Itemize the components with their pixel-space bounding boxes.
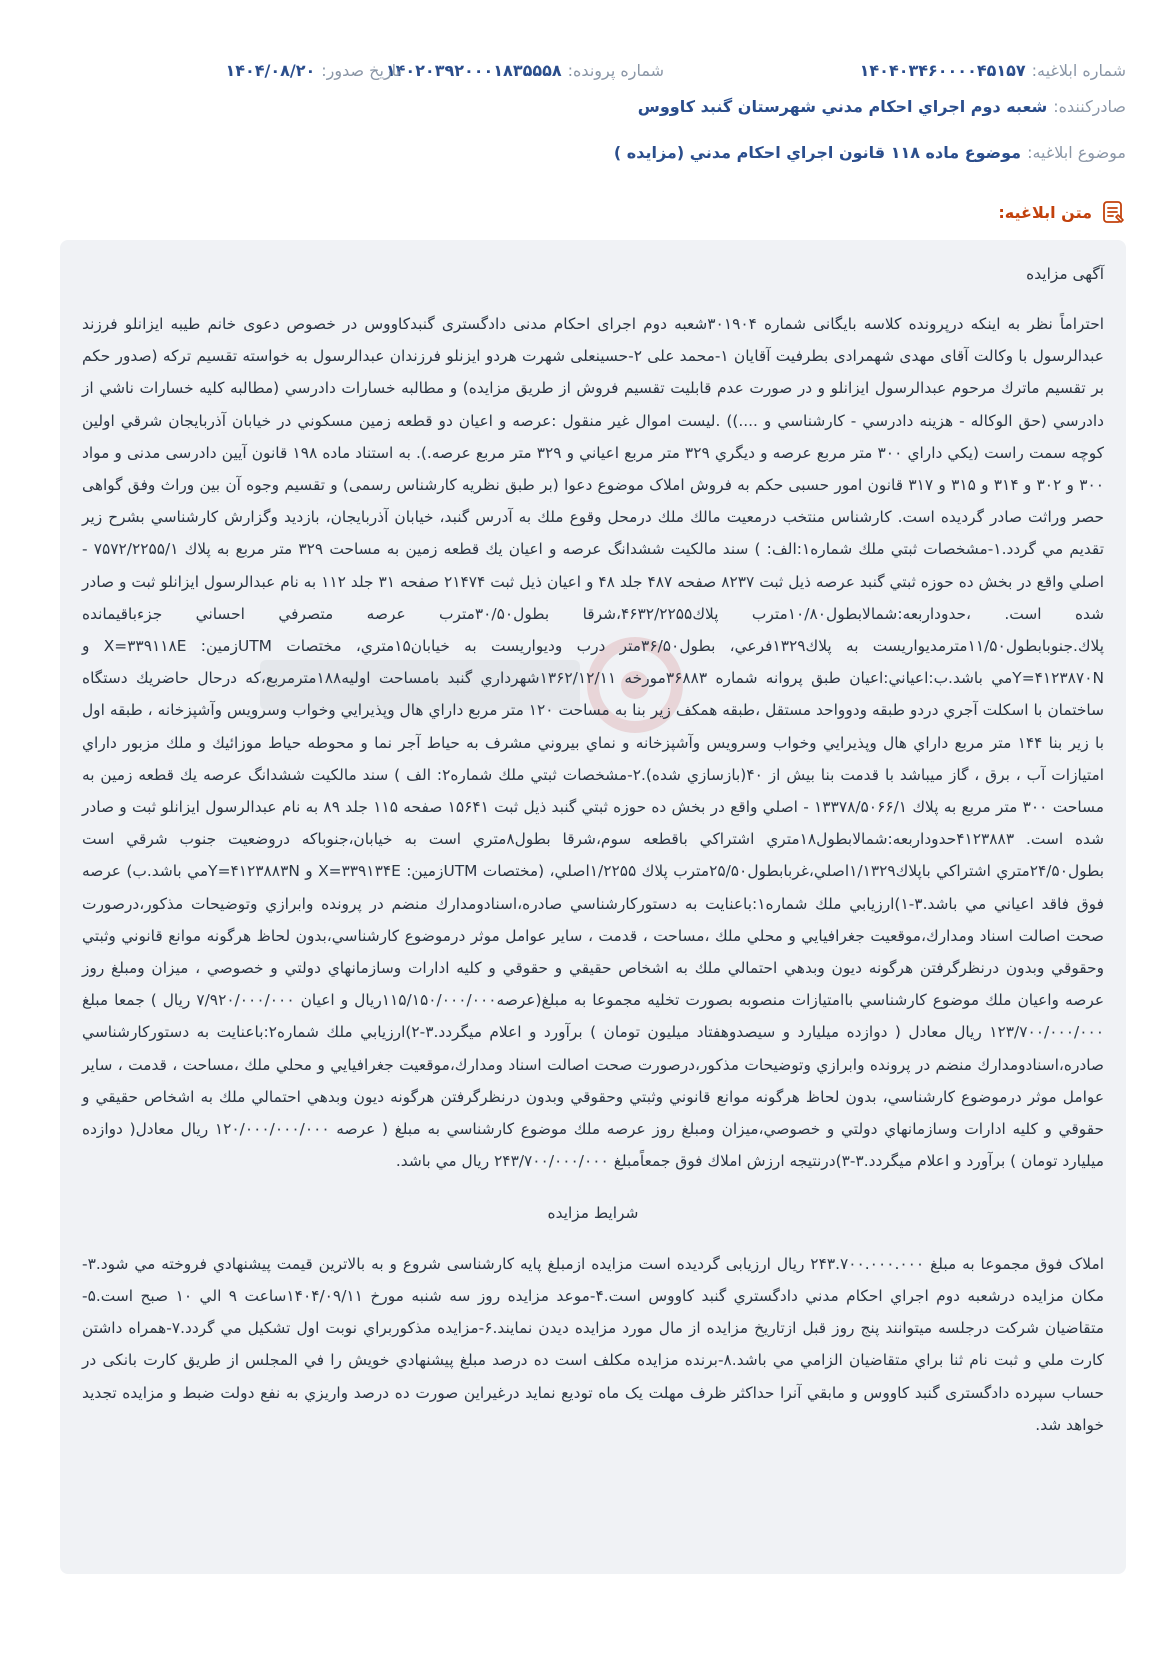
notice-number-value: ۱۴۰۴۰۳۴۶۰۰۰۰۴۵۱۵۷	[859, 60, 1026, 80]
case-number-value: ۱۴۰۲۰۳۹۲۰۰۰۱۸۳۵۵۵۸	[385, 60, 562, 80]
issue-date-value: ۱۴۰۴/۰۸/۲۰	[225, 60, 316, 80]
section-title: متن ابلاغيه:	[998, 202, 1092, 222]
notice-body: احتراماً نظر به اینکه درپرونده کلاسه بایگانی شماره ۳۰۱۹۰۴شعبه دوم اجرای احکام مدنی دادگستری گنبدکاووس در خصوص دعوی خانم طیبه ایزانلو فرزند عبدالرسول با وکالت آقای مهدی شهمرادی بطرفیت آقایان ۱-محمد علی ۲-حسینعلی شهرت هردو ایزنلو فرزندان عبدالرسول به خواسته تقسیم ترکه (صدور حکم بر تقسیم ماترك مرحوم عبدالرسول ایزانلو و در صورت عدم قابلیت تقسیم فروش از طریق مزایده) و مطالبه خسارات دادرسي (مطالبه كليه خسارات ناشي از دادرسي (حق الوكاله - هزينه دادرسي - كارشناسي و ....)) .ليست اموال غير منقول :عرصه و اعيان دو قطعه زمين مسكوني در خیابان آذربایجان شرقي اولين كوچه سمت راست (يكي داراي ۳۰۰ متر مربع عرصه و ديگري ۳۲۹ متر مربع اعياني و ۳۲۹ متر مربع عرصه.). به استناد ماده ۱۹۸ قانون آیین دادرسی مدنی و مواد ۳۰۰ و ۳۰۲ و ۳۱۴ و ۳۱۵ و ۳۱۷ قانون امور حسبی حکم به فروش املاک موضوع دعوا (بر طبق نظریه کارشناس رسمی) و تقسیم وجوه آن بین وراث وفق گواهی حصر وراثت صادر گردیده است. كارشناس منتخب درمعيت مالك ملك درمحل وقوع ملك به آدرس گنبد، خيابان آذربايجان، بازديد وگزارش كارشناسي بشرح زير تقديم مي گردد.۱-مشخصات ثبتي ملك شماره۱:الف: ) سند مالكيت ششدانگ عرصه و اعيان يك قطعه زمين به مساحت ۳۲۹ متر مربع به پلاك ۷۵۷۲/۲۲۵۵/۱ - اصلي واقع در بخش ده حوزه ثبتي گنبد عرصه ذيل ثبت ۸۲۳۷ صفحه ۴۸۷ جلد ۴۸ و اعيان ذيل ثبت ۲۱۴۷۴ صفحه ۳۱ جلد ۱۱۲ به نام عبدالرسول ايزانلو ثبت و صادر شده است. ،حدوداربعه:شمالابطول۱۰/۸۰مترب پلاك۴۶۳۲/۲۲۵۵،شرقا بطول۳۰/۵۰مترب عرصه متصرفي احساني جزءباقيمانده پلاك.جنوبابطول۱۱/۵۰مترمديواريست به پلاك۱۳۲۹فرعي، بطول۳۶/۵۰متر درب وديواريست به خيابان۱۵متري، مختصات UTMزمين: X=۳۳۹۱۱۸E و Y=۴۱۲۳۸۷۰Nمي باشد.ب:اعياني:اعيان طبق پروانه شماره ۳۶۸۸۳مورخه ۱۳۶۲/۱۲/۱۱شهرداري گنبد بامساحت اوليه۱۸۸مترمربع،كه درحال حاضريك دستگاه ساختمان با اسكلت آجري دردو طبقه ودوواحد مستقل ،طبقه همكف زير بنا به مساحت ۱۲۰ متر مربع داراي هال وپذيرايي وخواب وسرويس وآشپزخانه ، طبقه اول با زير بنا ۱۴۴ متر مربع داراي هال وپذيرايي وخواب وسرويس وآشپزخانه و نماي بيروني مشرف به حياط آجر نما و محوطه حياط موزائيك و ملك مزبور داراي امتيازات آب ، برق ، گاز ميباشد با قدمت بنا بيش از ۴۰(بازسازي شده).۲-مشخصات ثبتي ملك شماره۲: الف ) سند مالكيت ششدانگ عرصه يك قطعه زمين به مساحت ۳۰۰ متر مربع به پلاك ۱۳۳۷۸/۵۰۶۶/۱ - اصلي واقع در بخش ده حوزه ثبتي گنبد ذيل ثبت ۱۵۶۴۱ صفحه ۱۱۵ جلد ۸۹ به نام عبدالرسول ايزانلو ثبت و صادر شده است. ۴۱۲۳۸۸۳حدوداربعه:شمالابطول۱۸متري اشتراكي باقطعه سوم،شرقا بطول۸متري است به خيابان،جنوباكه دروضعيت جنوب شرقي است بطول۲۴/۵۰متري اشتراكي باپلاك۱/۱۳۲۹اصلي،غربابطول۲۵/۵۰مترب پلاك ۱/۲۲۵۵اصلي، (مختصات UTMزمين: X=۳۳۹۱۳۴E و Y=۴۱۲۳۸۸۳Nمي باشد.ب) عرصه فوق فاقد اعياني مي باشد.۳-۱)ارزيابي ملك شماره۱:باعنايت به دستوركارشناسي صادره،اسنادومدارك منضم در پرونده وابرازي وتوضيحات مذكور،درصورت صحت اصالت اسناد ومدارك،موقعيت جغرافيايي و محلي ملك ،مساحت ، قدمت ، ساير عوامل موثر درموضوع كارشناسي،بدون لحاظ هرگونه موانع قانوني وثبتي وحقوقي وبدون درنظرگرفتن هرگونه ديون وبدهي احتمالي ملك به اشخاص حقيقي و حقوقي و كليه ادارات وسازمانهاي دولتي و خصوصي ، ميزان ومبلغ روز عرصه واعيان ملك موضوع كارشناسي باامتيازات منصوبه بصورت تخليه مجموعا به مبلغ(عرصه۱۱۵/۱۵۰/۰۰۰/۰۰۰ريال و اعيان ۷/۹۲۰/۰۰۰/۰۰۰ ريال ) جمعا مبلغ ۱۲۳/۷۰۰/۰۰۰/۰۰۰ ريال معادل ( دوازده ميليارد و سيصدوهفتاد ميليون تومان ) برآورد و اعلام ميگردد.۳-۲)ارزيابي ملك شماره۲:باعنايت به دستوركارشناسي صادره،اسنادومدارك منضم در پرونده وابرازي وتوضيحات مذكور،درصورت صحت اصالت اسناد ومدارك،موقعيت جغرافيايي و محلي ملك ،مساحت ، قدمت ، ساير عوامل موثر درموضوع كارشناسي، بدون لحاظ هرگونه موانع قانوني وثبتي وحقوقي وبدون درنظرگرفتن هرگونه ديون وبدهي احتمالي ملك به اشخاص حقيقي و حقوقي و كليه ادارات وسازمانهاي دولتي و خصوصي،ميزان ومبلغ روز عرصه ملك موضوع كارشناسي به مبلغ ( عرصه ۱۲۰/۰۰۰/۰۰۰/۰۰۰ ريال معادل( دوازده ميليارد تومان ) برآورد و اعلام ميگردد.۳-۳)درنتيجه ارزش املاك فوق جمعاًمبلغ ۲۴۳/۷۰۰/۰۰۰/۰۰۰ ريال مي باشد.	[82, 315, 1105, 1171]
subject-label: موضوع ابلاغيه:	[1027, 142, 1126, 162]
notice-title: آگهی مزایده	[1026, 265, 1104, 283]
issuer-value: شعبه دوم اجراي احكام مدني شهرستان گنبد كاووس	[637, 96, 1048, 116]
notice-content	[82, 258, 1104, 1556]
notice-card	[60, 240, 1126, 1574]
notice-number	[860, 61, 1126, 80]
notice-number-label: شماره ابلاغيه:	[1031, 60, 1126, 80]
conditions-title: شرایط مزایده	[547, 1204, 639, 1223]
subject-value: موضوع ماده ۱۱۸ قانون اجراي احكام مدني (مزايده )	[613, 142, 1022, 162]
subject-line	[48, 138, 1126, 166]
issue-date-label: تاريخ صدور:	[321, 60, 401, 80]
conditions-text: املاک فوق مجموعا به مبلغ ۲۴۳.۷۰۰.۰۰۰.۰۰۰ ریال ارزیابی گردیده است مزایده ازمبلغ پایه کارشناسی شروع و به بالاترین قیمت پیشنهادي فروخته مي شود.۳-مکان مزایده درشعبه دوم اجراي احکام مدني دادگستري گنبد کاووس است.۴-موعد مزایده روز سه شنبه مورخ ۱۴۰۴/۰۹/۱۱ساعت ۹ الي ۱۰ صبح است.۵-متقاضیان شرکت درجلسه میتوانند پنج روز قبل ازتاریخ مزایده از مال مورد مزایده دیدن نمایند.۶-مزایده مذکوربراي نوبت اول تشکیل مي گردد.۷-همراه داشتن کارت ملي و ثبت نام ثنا براي متقاضیان الزامي مي باشد.۸-برنده مزایده مکلف است ده درصد مبلغ پیشنهادي خویش را في المجلس از طریق کارت بانکی در حساب سپرده دادگستری گنبد کاووس و مابقي آنرا حداکثر ظرف مهلت یک ماه تودیع نماید درغیراین صورت ده درصد واریزي به نفع دولت ضبط و مزایده تجدید خواهد شد.	[82, 1254, 1104, 1434]
document-icon	[1100, 199, 1126, 225]
meta-row	[48, 56, 1126, 84]
issuer-label: صادرکننده:	[1053, 96, 1126, 116]
case-number-label: شماره پرونده:	[567, 60, 664, 80]
issue-date	[225, 61, 401, 80]
section-header	[998, 196, 1126, 228]
case-number	[386, 61, 664, 80]
issuer-line	[48, 92, 1126, 120]
